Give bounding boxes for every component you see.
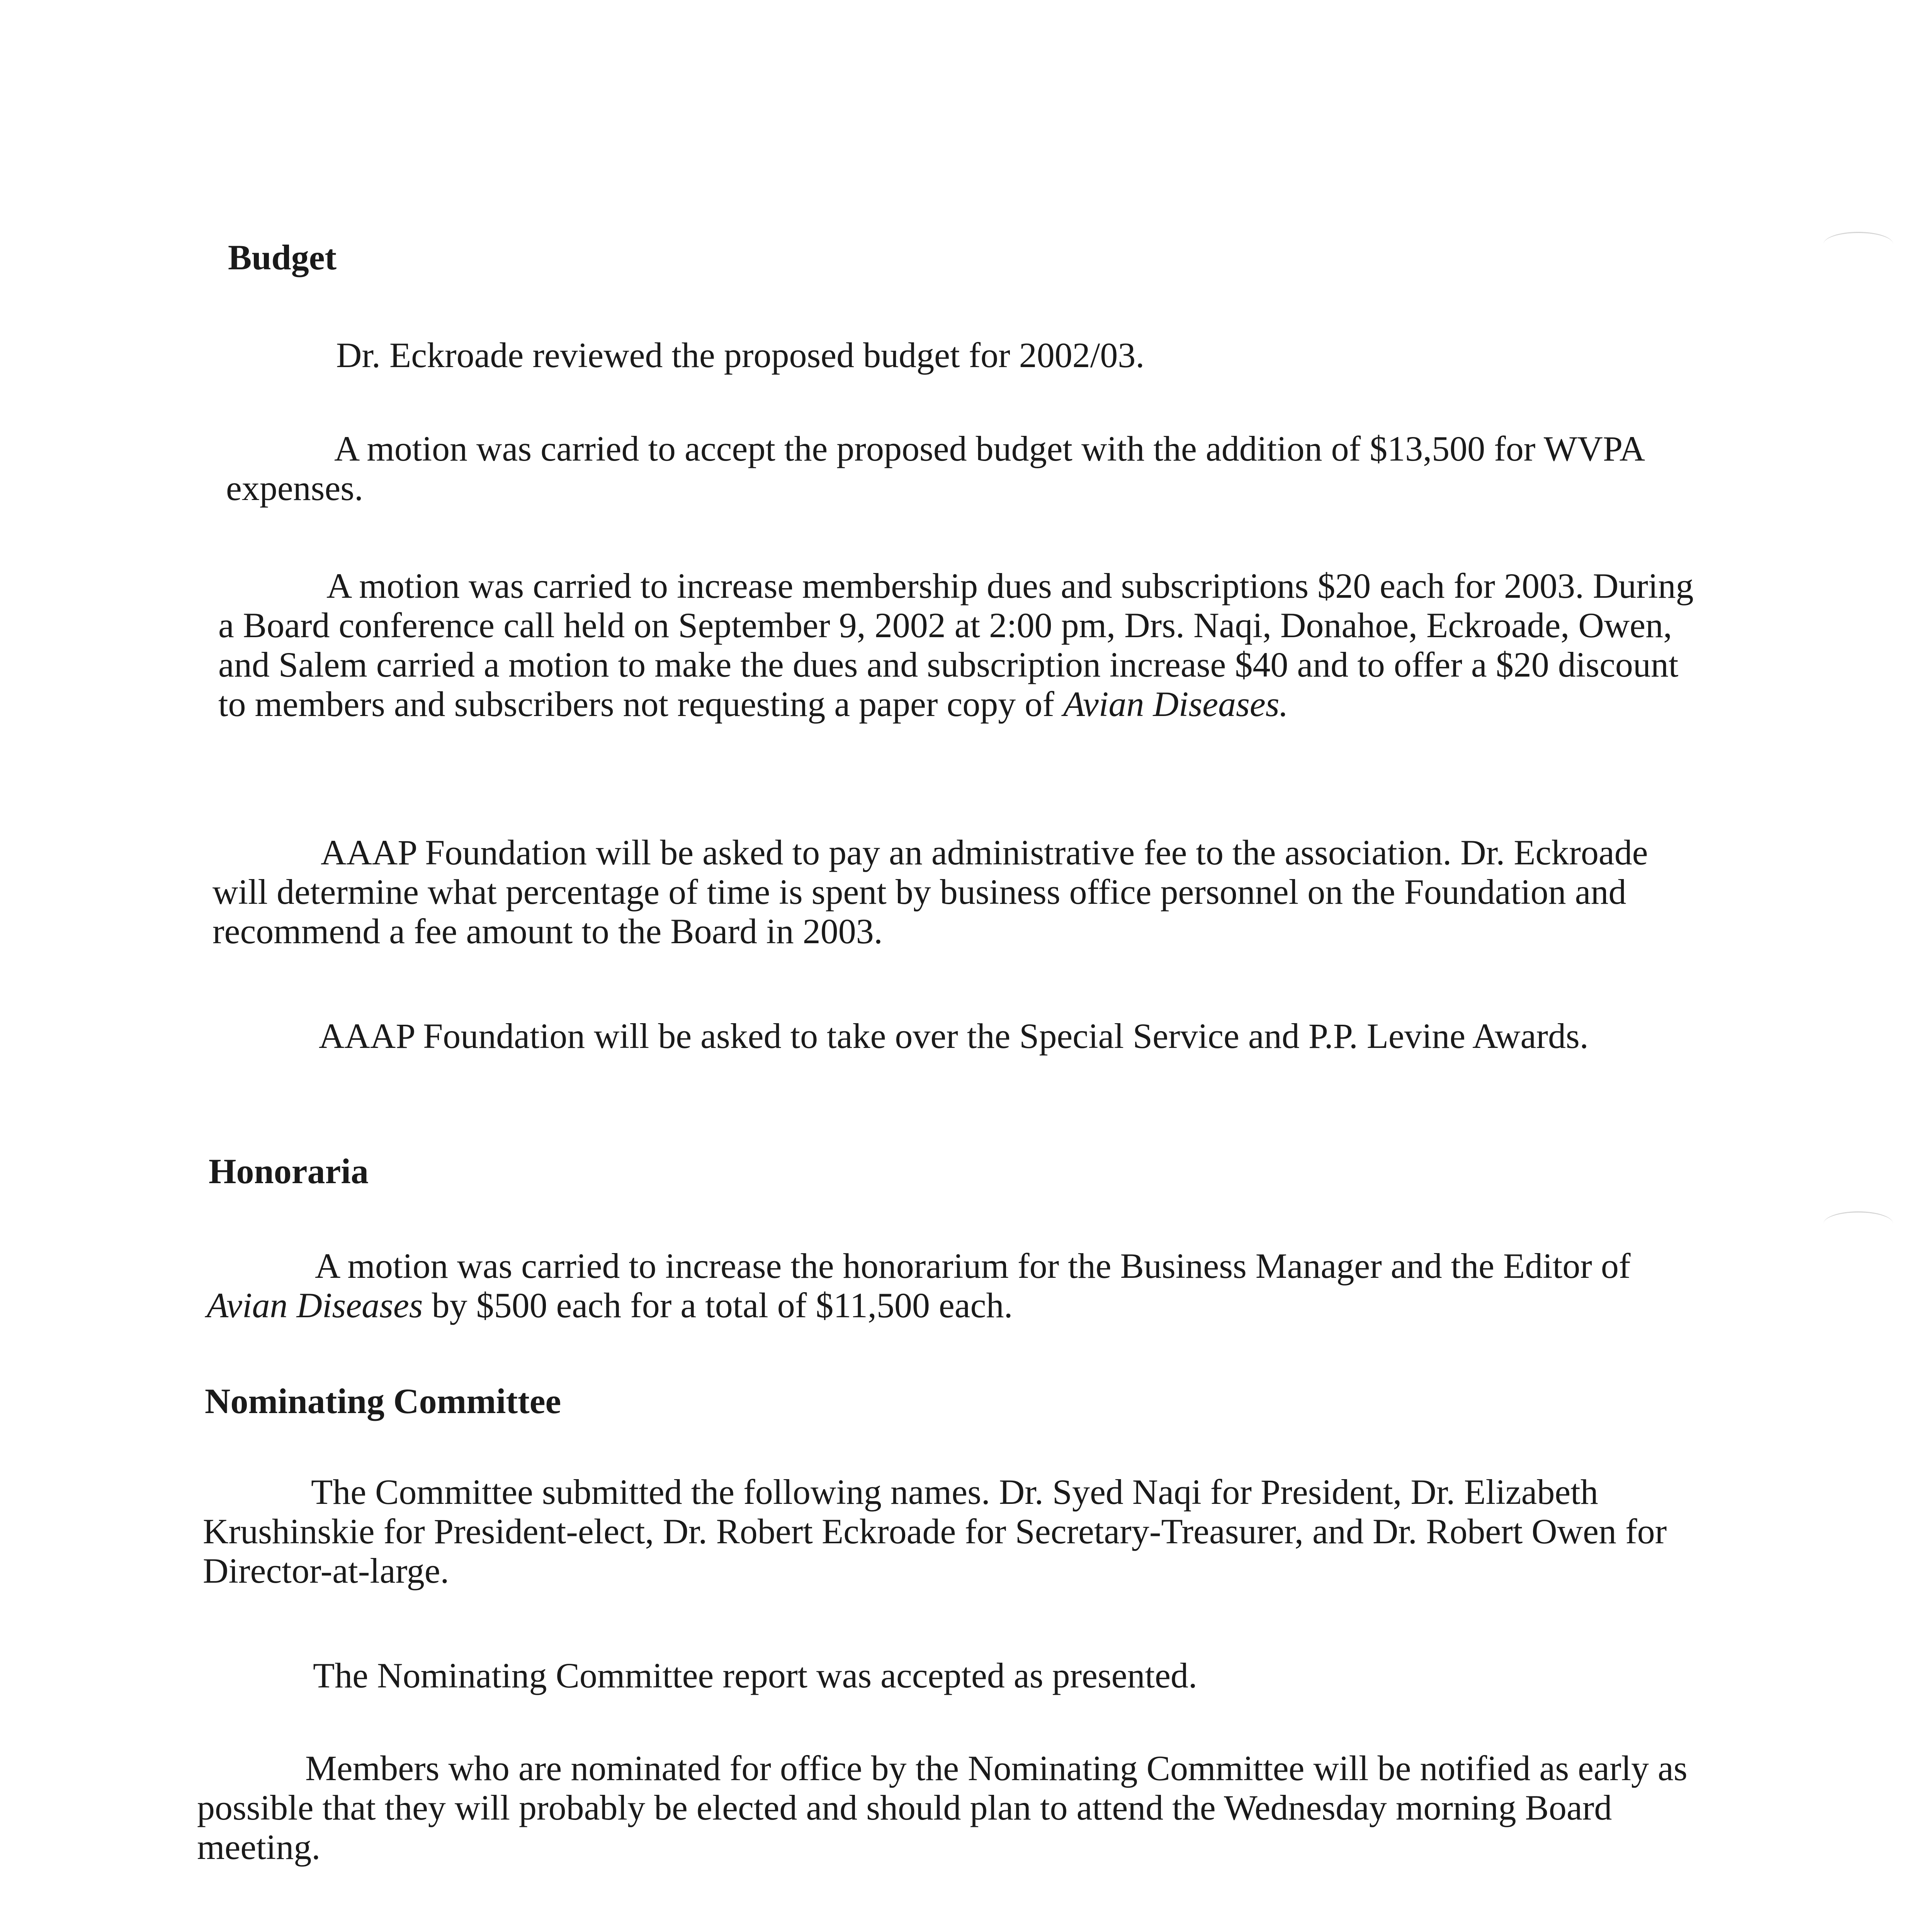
honoraria-paragraph-1 [207, 1246, 1713, 1325]
punch-hole-mark-top [1824, 232, 1893, 256]
budget-paragraph-5: AAAP Foundation will be asked to take over the Special Service and P.P. Levine Awards. [319, 1016, 1589, 1056]
budget-paragraph-1: Dr. Eckroade reviewed the proposed budget for 2002/03. [336, 335, 1145, 375]
nominating-paragraph-3: Members who are nominated for office by the Nominating Committee will be notified as early as possible that they will probably be elected and should plan to attend the Wednesday morning Board meeting. [197, 1748, 1688, 1867]
journal-title-avian-diseases: Avian Diseases. [1063, 684, 1288, 724]
honoraria-paragraph-1-after: by $500 each for a total of $11,500 each. [423, 1286, 1013, 1325]
budget-paragraph-3 [218, 566, 1713, 724]
punch-hole-mark-middle [1824, 1211, 1893, 1236]
journal-title-avian-diseases: Avian Diseases [207, 1286, 423, 1325]
honoraria-heading: Honoraria [209, 1151, 369, 1191]
nominating-paragraph-2: The Nominating Committee report was accepted as presented. [313, 1656, 1197, 1695]
budget-paragraph-4: AAAP Foundation will be asked to pay an administrative fee to the association. Dr. Eckroade will determine what percentage of time is spent by business office personnel on the Foundation and recommend a fee amount to the Board in 2003. [212, 833, 1648, 951]
honoraria-paragraph-1-before: A motion was carried to increase the honorarium for the Business Manager and the Editor of [315, 1246, 1631, 1286]
nominating-paragraph-1: The Committee submitted the following names. Dr. Syed Naqi for President, Dr. Elizabeth Krushinskie for President-elect, Dr. Robert Eckroade for Secretary-Treasurer, and Dr. Robert Owen for Director-at-large. [203, 1472, 1667, 1590]
nominating-committee-heading: Nominating Committee [205, 1381, 561, 1421]
budget-paragraph-2: A motion was carried to accept the proposed budget with the addition of $13,500 for WVPA expenses. [226, 429, 1643, 508]
budget-paragraph-3-text: A motion was carried to increase membership dues and subscriptions $20 each for 2003. During a Board conference call held on September 9, 2002 at 2:00 pm, Drs. Naqi, Donahoe, Eckroade, Owen, and Salem carried a motion to make the dues and subscription increase $40 and to offer a $20 discount to members and subscribers not requesting a paper copy of [218, 566, 1694, 724]
budget-heading: Budget [228, 238, 337, 277]
